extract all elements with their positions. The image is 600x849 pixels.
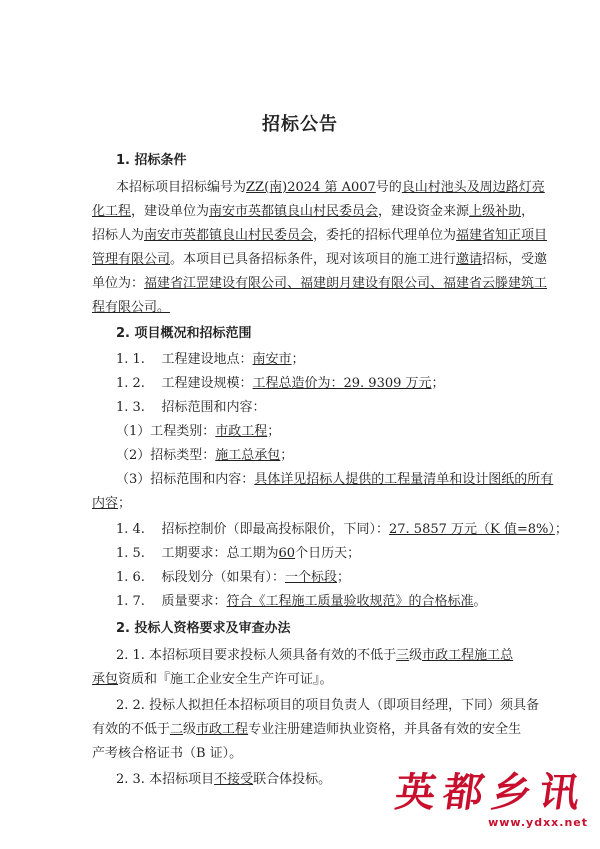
text: 单位为： [92,276,145,291]
text: 专业注册建造师执业资格，并具备有效的安全生 [248,722,522,737]
item-value: 施工总承包 [215,448,281,463]
text: 联合体投标。 [253,772,332,787]
text: 。本项目已具备招标条件，现对该项目的施工进行 [170,252,457,267]
item-1-3 [116,400,266,416]
item-label: 工程建设规模： [161,376,253,391]
text: ； [431,376,445,391]
subitem-3-cont [92,496,131,512]
item-1-6 [116,570,350,586]
item-value: 符合《工程施工质量验收规范》的合格标准 [226,594,474,609]
project-name: 良山村池头及周边路灯亮 [401,180,545,195]
text: 2. 3. 本招标项目 [116,772,215,787]
text: ，建设单位为 [131,204,210,219]
text: ； [554,522,568,537]
text: 资质和『施工企业安全生产许可证』。 [118,672,333,687]
item-label: 工程建设地点： [161,352,253,367]
text: ； [267,424,281,439]
text: ； [280,448,294,463]
text: 招标，受邀 [482,252,548,267]
text: 有效的不低于 [92,722,171,737]
qualification: 市政工程 [196,722,249,737]
text: 2. 1. 本招标项目要求投标人须具备有效的不低于 [116,648,397,663]
item-1-4 [116,522,568,538]
text: 总工期为 [226,546,279,561]
item-number: 1. 7. [116,594,145,609]
agent: 福建省知正项目 [456,228,548,243]
qual-2-3 [116,772,331,788]
item-number: 1. 6. [116,570,145,585]
item-label: 招标控制价（即最高投标限价，下同）： [161,522,389,537]
text: ，委托的招标代理单位为 [313,228,457,243]
item-value: 工程总造价为：29. 9309 万元 [252,376,432,391]
paragraph-line [116,180,545,196]
item-label: （3）招标范围和内容： [116,472,255,487]
invited-units: 福建省江罡建设有限公司、福建朗月建设有限公司、福建省云滕建筑工 [144,276,548,291]
text: 。 [473,594,487,609]
qual-2-1-cont [92,672,333,688]
agent-cont: 管理有限公司 [92,252,171,267]
text: ， [521,204,535,219]
item-value: 市政工程 [215,424,268,439]
qual-2-1 [116,648,513,664]
text: ，建设资金来源 [378,204,470,219]
item-value: 具体详见招标人提供的工程量清单和设计图纸的所有 [254,472,554,487]
project-name-cont: 化工程 [92,204,132,219]
site-watermark [392,761,591,829]
text: 本招标项目招标编号为 [116,180,247,195]
item-number: 1. 1. [116,352,145,367]
tender-method: 邀请 [456,252,483,267]
paragraph-line [92,276,547,292]
tenderer: 南安市英都镇良山村民委员会 [144,228,314,243]
item-1-7 [116,594,487,610]
page-title: 招标公告 [262,114,338,135]
item-label: （1）工程类别： [116,424,216,439]
item-number: 1. 2. [116,376,145,391]
paragraph-line [92,228,547,244]
watermark-url: www.ydxx.net [488,816,588,829]
tender-code: ZZ(南)2024 第 A007 [246,180,376,195]
text: 号的 [375,180,402,195]
qual-2-2-cont2 [92,746,242,762]
item-value: 一个标段 [285,570,338,585]
subitem-2 [116,448,293,464]
subitem-3 [116,472,553,488]
item-label: 标段划分（如果有）： [161,570,285,585]
item-number: 1. 3. [116,400,145,415]
item-value: 内容 [92,496,119,511]
item-number: 1. 4. [116,522,145,537]
qualification: 市政工程施工总 [422,648,514,663]
subitem-1 [116,424,280,440]
text: 级 [409,648,423,663]
item-label: 质量要求： [161,594,227,609]
paragraph-line [92,300,170,316]
item-value: 27. 5857 万元（K 值=8%） [389,522,555,537]
paragraph-line [92,204,534,220]
consortium: 不接受 [214,772,254,787]
text: ； [337,570,351,585]
text: 级 [183,722,197,737]
item-label: 招标范围和内容： [161,400,266,415]
section-heading-1: 1. 招标条件 [116,153,187,168]
watermark-logo: 英都乡讯 [392,769,591,816]
qualification-cont: 承包 [92,672,119,687]
item-value: 60 [278,546,296,561]
item-number: 1. 5. [116,546,145,561]
text: ； [291,352,305,367]
paragraph-line [92,252,547,268]
qual-2-2 [116,698,539,714]
item-1-1 [116,352,305,368]
construction-unit: 南安市英都镇良山村民委员会 [209,204,379,219]
item-label: 工期要求： [161,546,227,561]
grade: 二 [170,722,184,737]
qual-2-2-cont [92,722,521,738]
item-1-2 [116,376,445,392]
section-heading-2: 2. 项目概况和招标范围 [116,326,252,341]
item-label: （2）招标类型： [116,448,216,463]
text: 产考核合格证书（B 证）。 [92,746,243,761]
item-1-5 [116,546,360,562]
text: 招标人为 [92,228,145,243]
text: 个日历天； [295,546,361,561]
item-value: 南安市 [252,352,292,367]
text: ； [118,496,132,511]
fund-source: 上级补助 [469,204,522,219]
section-heading-3: 2. 投标人资格要求及审查办法 [116,621,291,636]
grade: 三 [396,648,410,663]
text: 2. 2. 投标人拟担任本招标项目的项目负责人（即项目经理，下同）须具备 [116,698,540,713]
invited-units-cont: 程有限公司。 [92,300,171,315]
